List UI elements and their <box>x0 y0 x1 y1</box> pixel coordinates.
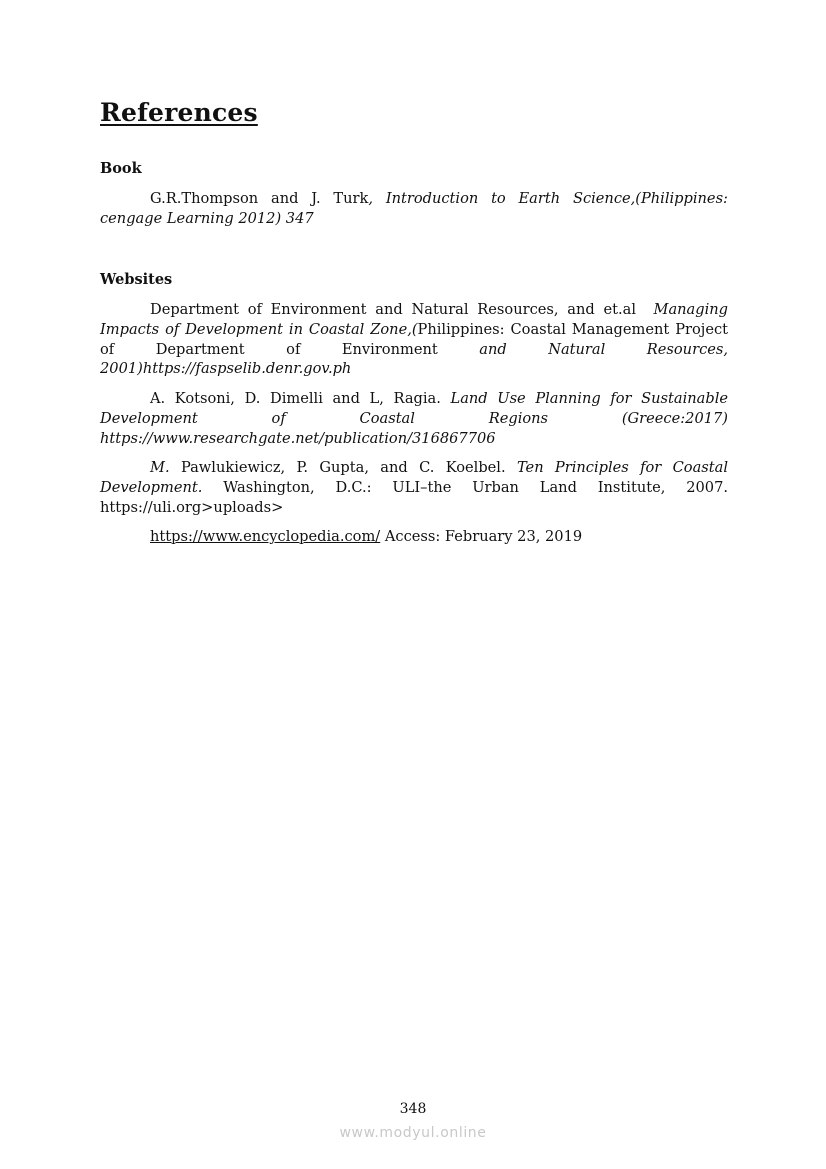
reference-initial: M. <box>150 459 170 476</box>
reference-url-link[interactable]: https://www.encyclopedia.com/ <box>150 528 381 545</box>
watermark: www.modyul.online <box>339 1125 487 1141</box>
reference-entry-web-4 <box>100 527 728 547</box>
section-heading-websites: Websites <box>100 271 173 288</box>
reference-title: Land Use Planning for Sustainable Development of Coastal Regions (Greece:2017) https://www.researchgate.net/publication/316867706 <box>100 390 728 447</box>
reference-access-date: Access: February 23, 2019 <box>384 528 583 545</box>
reference-publisher: Washington, D.C.: ULI–the Urban Land Institute, 2007. https://uli.org>uploads> <box>100 478 728 516</box>
reference-title: Managing Impacts of Development in Coastal Zone,( <box>100 301 728 338</box>
reference-title: Ten Principles for Coastal Development. <box>100 459 728 496</box>
reference-entry-web-1 <box>100 300 728 379</box>
reference-authors: A. Kotsoni, D. Dimelli and L, Ragia. <box>150 390 441 407</box>
reference-authors: G.R.Thompson and J. Turk <box>150 190 369 207</box>
page-title: References <box>100 98 258 127</box>
reference-entry-web-3 <box>100 458 728 517</box>
page-number: 348 <box>399 1101 427 1117</box>
reference-citation: , Introduction to Earth Science,(Philippines: cengage Learning 2012) 347 <box>100 190 728 227</box>
reference-entry-book-1 <box>100 189 728 229</box>
section-heading-book: Book <box>100 160 142 177</box>
reference-authors: Pawlukiewicz, P. Gupta, and C. Koelbel. <box>180 459 506 476</box>
reference-entry-web-2 <box>100 389 728 448</box>
reference-tail: and Natural Resources, 2001)https://faspselib.denr.gov.ph <box>100 340 729 378</box>
reference-authors: Department of Environment and Natural Resources, and et.al <box>150 301 636 318</box>
reference-publisher: Philippines: Coastal Management Project of Department of Environment <box>100 320 728 358</box>
